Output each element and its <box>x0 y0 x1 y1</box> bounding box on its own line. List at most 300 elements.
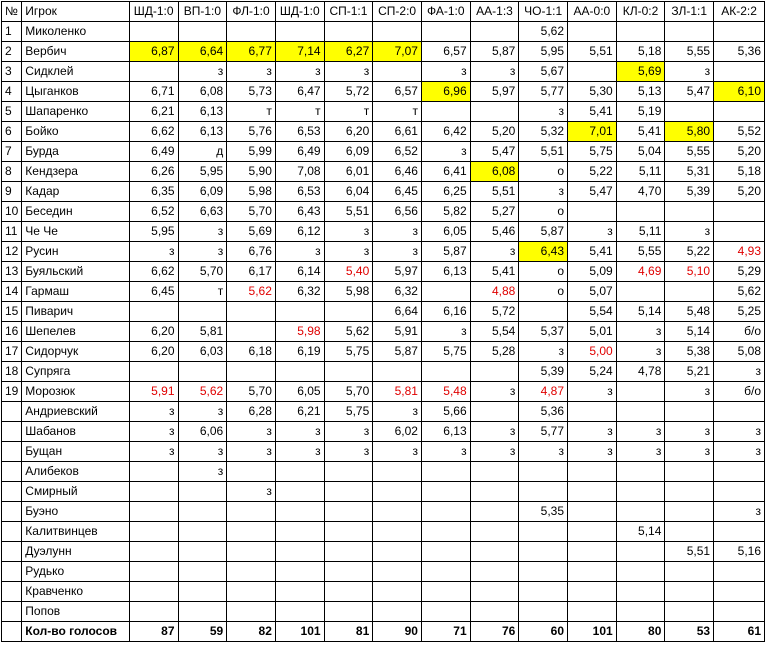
rating-cell: з <box>178 462 227 482</box>
rating-cell <box>568 462 617 482</box>
rating-cell: 5,51 <box>519 142 568 162</box>
rating-cell <box>568 602 617 622</box>
rating-cell: 5,39 <box>665 182 714 202</box>
rating-cell <box>178 482 227 502</box>
header-match: АК-2:2 <box>714 2 765 22</box>
row-number <box>2 542 22 562</box>
row-number: 1 <box>2 22 22 42</box>
rating-cell: о <box>519 202 568 222</box>
rating-cell: 5,54 <box>568 302 617 322</box>
table-row <box>2 22 765 42</box>
rating-cell: 5,70 <box>324 382 373 402</box>
rating-cell: з <box>324 222 373 242</box>
row-number <box>2 522 22 542</box>
rating-cell <box>129 462 178 482</box>
rating-cell: 5,66 <box>421 402 470 422</box>
rating-cell: 5,70 <box>178 262 227 282</box>
rating-cell: 6,18 <box>227 342 276 362</box>
header-match: ШД-1:0 <box>275 2 324 22</box>
rating-cell: 6,43 <box>275 202 324 222</box>
rating-cell <box>568 562 617 582</box>
rating-cell: 5,51 <box>470 182 519 202</box>
rating-cell <box>227 322 276 342</box>
rating-cell: з <box>421 142 470 162</box>
rating-cell: 6,13 <box>178 102 227 122</box>
rating-cell: 6,52 <box>373 142 422 162</box>
rating-cell: 6,41 <box>421 162 470 182</box>
rating-cell <box>665 582 714 602</box>
rating-cell <box>227 462 276 482</box>
table-row <box>2 422 765 442</box>
rating-cell <box>421 602 470 622</box>
rating-cell: 5,18 <box>616 42 665 62</box>
rating-cell: 5,91 <box>373 322 422 342</box>
rating-cell: з <box>373 222 422 242</box>
rating-cell <box>470 602 519 622</box>
player-name: Сидорчук <box>22 342 130 362</box>
rating-cell: з <box>665 62 714 82</box>
table-row <box>2 442 765 462</box>
row-number <box>2 502 22 522</box>
rating-cell <box>616 542 665 562</box>
rating-cell: з <box>665 422 714 442</box>
rating-cell: 5,62 <box>227 282 276 302</box>
rating-cell <box>275 582 324 602</box>
rating-cell: з <box>178 442 227 462</box>
rating-cell: 5,77 <box>519 422 568 442</box>
row-number: 5 <box>2 102 22 122</box>
vote-count: 101 <box>568 622 617 642</box>
rating-cell <box>714 102 765 122</box>
rating-cell: 5,75 <box>568 142 617 162</box>
row-number: 13 <box>2 262 22 282</box>
rating-cell <box>373 602 422 622</box>
rating-cell: 6,45 <box>129 282 178 302</box>
rating-cell <box>129 602 178 622</box>
rating-cell: 5,25 <box>714 302 765 322</box>
rating-cell <box>568 502 617 522</box>
rating-cell <box>227 582 276 602</box>
player-name: Бущан <box>22 442 130 462</box>
rating-cell <box>275 562 324 582</box>
rating-cell: 5,41 <box>616 122 665 142</box>
rating-cell: з <box>421 62 470 82</box>
rating-cell <box>421 542 470 562</box>
rating-cell <box>568 482 617 502</box>
rating-cell: 5,72 <box>324 82 373 102</box>
rating-cell: 5,39 <box>519 362 568 382</box>
rating-cell <box>178 562 227 582</box>
row-number <box>2 462 22 482</box>
header-match: КЛ-0:2 <box>616 2 665 22</box>
rating-cell <box>616 482 665 502</box>
rating-cell: 5,87 <box>373 342 422 362</box>
player-name: Рудько <box>22 562 130 582</box>
rating-cell <box>178 362 227 382</box>
row-number: 17 <box>2 342 22 362</box>
rating-cell: з <box>178 402 227 422</box>
player-name: Кадар <box>22 182 130 202</box>
rating-cell: 5,70 <box>227 382 276 402</box>
rating-cell: 6,32 <box>275 282 324 302</box>
table-row <box>2 142 765 162</box>
rating-cell <box>665 402 714 422</box>
player-name: Андриевский <box>22 402 130 422</box>
table-row <box>2 382 765 402</box>
rating-cell: 7,14 <box>275 42 324 62</box>
rating-cell: 5,90 <box>227 162 276 182</box>
rating-cell: 6,13 <box>421 422 470 442</box>
rating-cell: 6,09 <box>178 182 227 202</box>
rating-cell: 5,51 <box>665 542 714 562</box>
rating-cell <box>227 302 276 322</box>
rating-cell <box>324 502 373 522</box>
table-row <box>2 582 765 602</box>
rating-cell: 5,07 <box>568 282 617 302</box>
rating-cell: 6,42 <box>421 122 470 142</box>
rating-cell: 5,98 <box>275 322 324 342</box>
rating-cell <box>470 402 519 422</box>
rating-cell <box>373 62 422 82</box>
rating-cell: 5,11 <box>616 162 665 182</box>
rating-cell: з <box>568 442 617 462</box>
rating-cell: б/о <box>714 382 765 402</box>
rating-cell <box>616 282 665 302</box>
rating-cell <box>665 482 714 502</box>
rating-cell <box>373 522 422 542</box>
rating-cell: 5,04 <box>616 142 665 162</box>
rating-cell <box>519 602 568 622</box>
rating-cell <box>665 202 714 222</box>
rating-cell <box>616 382 665 402</box>
rating-cell <box>470 482 519 502</box>
rating-cell: з <box>178 242 227 262</box>
rating-cell: 5,09 <box>568 262 617 282</box>
rating-cell: з <box>324 242 373 262</box>
rating-cell <box>665 102 714 122</box>
rating-cell: 5,51 <box>568 42 617 62</box>
player-name: Беседин <box>22 202 130 222</box>
rating-cell <box>129 582 178 602</box>
rating-cell: 5,32 <box>519 122 568 142</box>
rating-cell <box>568 522 617 542</box>
player-name: Буяльский <box>22 262 130 282</box>
player-name: Шепелев <box>22 322 130 342</box>
rating-cell: 5,55 <box>665 42 714 62</box>
rating-cell <box>665 562 714 582</box>
rating-cell <box>470 522 519 542</box>
rating-cell <box>616 462 665 482</box>
rating-cell: 6,08 <box>470 162 519 182</box>
header-match: ФА-1:0 <box>421 2 470 22</box>
rating-cell: з <box>129 242 178 262</box>
header-match: ШД-1:0 <box>129 2 178 22</box>
rating-cell <box>275 542 324 562</box>
rating-cell: 4,87 <box>519 382 568 402</box>
rating-cell: 6,09 <box>324 142 373 162</box>
player-name: Попов <box>22 602 130 622</box>
rating-cell <box>129 522 178 542</box>
table-row <box>2 182 765 202</box>
rating-cell: т <box>373 102 422 122</box>
rating-cell <box>714 402 765 422</box>
rating-cell <box>324 522 373 542</box>
rating-cell: 5,29 <box>714 262 765 282</box>
rating-cell: з <box>665 222 714 242</box>
table-row <box>2 102 765 122</box>
player-name: Кравченко <box>22 582 130 602</box>
vote-count: 82 <box>227 622 276 642</box>
row-number <box>2 562 22 582</box>
rating-cell: 6,14 <box>275 262 324 282</box>
ratings-table <box>1 1 765 642</box>
rating-cell <box>373 582 422 602</box>
rating-cell: 6,27 <box>324 42 373 62</box>
rating-cell: 5,62 <box>178 382 227 402</box>
totals-row <box>2 622 765 642</box>
rating-cell <box>568 22 617 42</box>
rating-cell <box>178 582 227 602</box>
rating-cell: 6,57 <box>421 42 470 62</box>
rating-cell: 5,69 <box>227 222 276 242</box>
table-row <box>2 42 765 62</box>
rating-cell: 6,77 <box>227 42 276 62</box>
rating-cell: 6,61 <box>373 122 422 142</box>
rating-cell: 6,08 <box>178 82 227 102</box>
row-number <box>2 602 22 622</box>
rating-cell: 6,21 <box>129 102 178 122</box>
rating-cell: 5,62 <box>324 322 373 342</box>
table-row <box>2 302 765 322</box>
rating-cell: 6,56 <box>373 202 422 222</box>
rating-cell <box>665 462 714 482</box>
rating-cell: з <box>178 222 227 242</box>
rating-cell: т <box>275 102 324 122</box>
rating-cell: з <box>519 442 568 462</box>
rating-cell <box>470 562 519 582</box>
rating-cell <box>421 522 470 542</box>
player-name: Смирный <box>22 482 130 502</box>
rating-cell <box>470 22 519 42</box>
rating-cell: з <box>714 362 765 382</box>
rating-cell <box>129 22 178 42</box>
rating-cell: 5,20 <box>470 122 519 142</box>
rating-cell: з <box>616 342 665 362</box>
rating-cell: 4,78 <box>616 362 665 382</box>
rating-cell <box>519 582 568 602</box>
rating-cell <box>324 562 373 582</box>
rating-cell: з <box>616 322 665 342</box>
rating-cell: 5,41 <box>568 102 617 122</box>
rating-cell: з <box>714 442 765 462</box>
rating-cell: з <box>568 382 617 402</box>
table-row <box>2 502 765 522</box>
rating-cell <box>129 302 178 322</box>
rating-cell <box>568 402 617 422</box>
rating-cell <box>275 462 324 482</box>
rating-cell: 5,46 <box>470 222 519 242</box>
rating-cell: 5,69 <box>616 62 665 82</box>
rating-cell: 6,32 <box>373 282 422 302</box>
table-row <box>2 242 765 262</box>
rating-cell: з <box>470 62 519 82</box>
rating-cell <box>373 462 422 482</box>
vote-count: 61 <box>714 622 765 642</box>
rating-cell: 5,75 <box>324 402 373 422</box>
rating-cell: 5,48 <box>421 382 470 402</box>
rating-cell <box>519 542 568 562</box>
rating-cell: 5,10 <box>665 262 714 282</box>
table-row <box>2 282 765 302</box>
player-name: Миколенко <box>22 22 130 42</box>
rating-cell: 5,30 <box>568 82 617 102</box>
rating-cell <box>129 542 178 562</box>
rating-cell: 6,63 <box>178 202 227 222</box>
rating-cell: з <box>568 222 617 242</box>
rating-cell <box>519 482 568 502</box>
rating-cell: 5,18 <box>714 162 765 182</box>
rating-cell: 5,98 <box>324 282 373 302</box>
rating-cell: 6,57 <box>373 82 422 102</box>
rating-cell <box>178 22 227 42</box>
rating-cell: 5,01 <box>568 322 617 342</box>
rating-cell <box>275 502 324 522</box>
player-name: Буэно <box>22 502 130 522</box>
rating-cell: 6,25 <box>421 182 470 202</box>
rating-cell: 6,49 <box>275 142 324 162</box>
header-match: СП-2:0 <box>373 2 422 22</box>
rating-cell <box>421 22 470 42</box>
row-number: 2 <box>2 42 22 62</box>
row-number: 4 <box>2 82 22 102</box>
rating-cell <box>714 482 765 502</box>
rating-cell: 5,55 <box>665 142 714 162</box>
rating-cell: 5,62 <box>714 282 765 302</box>
rating-cell: 6,46 <box>373 162 422 182</box>
rating-cell: 6,01 <box>324 162 373 182</box>
row-number: 9 <box>2 182 22 202</box>
rating-cell: 5,36 <box>714 42 765 62</box>
rating-cell <box>324 542 373 562</box>
player-name: Сидклей <box>22 62 130 82</box>
rating-cell <box>519 462 568 482</box>
rating-cell <box>616 22 665 42</box>
rating-cell: 5,14 <box>616 522 665 542</box>
rating-cell: 5,87 <box>470 42 519 62</box>
rating-cell <box>421 582 470 602</box>
header-match: СП-1:1 <box>324 2 373 22</box>
rating-cell <box>568 62 617 82</box>
rating-cell: 6,21 <box>275 402 324 422</box>
rating-cell: 6,17 <box>227 262 276 282</box>
rating-cell: 6,53 <box>275 182 324 202</box>
rating-cell <box>616 202 665 222</box>
rating-cell: 5,36 <box>519 402 568 422</box>
vote-count: 71 <box>421 622 470 642</box>
rating-cell: 6,05 <box>275 382 324 402</box>
rating-cell: 5,47 <box>470 142 519 162</box>
rating-cell <box>275 602 324 622</box>
table-row <box>2 82 765 102</box>
rating-cell: 5,11 <box>616 222 665 242</box>
rating-cell <box>275 362 324 382</box>
rating-cell: 4,88 <box>470 282 519 302</box>
rating-cell: 5,47 <box>568 182 617 202</box>
rating-cell: 5,80 <box>665 122 714 142</box>
rating-cell: з <box>519 342 568 362</box>
rating-cell <box>324 22 373 42</box>
rating-cell <box>714 62 765 82</box>
rating-cell: 6,62 <box>129 262 178 282</box>
table-row <box>2 562 765 582</box>
rating-cell: 5,62 <box>519 22 568 42</box>
row-number: 8 <box>2 162 22 182</box>
row-number <box>2 582 22 602</box>
rating-cell: 6,45 <box>373 182 422 202</box>
rating-cell: 5,97 <box>470 82 519 102</box>
table-row <box>2 402 765 422</box>
rating-cell: 5,16 <box>714 542 765 562</box>
rating-cell <box>324 482 373 502</box>
rating-cell <box>227 562 276 582</box>
rating-cell <box>616 502 665 522</box>
rating-cell: 5,98 <box>227 182 276 202</box>
rating-cell: 6,20 <box>129 342 178 362</box>
rating-cell: з <box>421 322 470 342</box>
row-number: 19 <box>2 382 22 402</box>
rating-cell: 5,48 <box>665 302 714 322</box>
table-row <box>2 262 765 282</box>
row-number: 12 <box>2 242 22 262</box>
rating-cell: 6,64 <box>373 302 422 322</box>
rating-cell: 6,35 <box>129 182 178 202</box>
rating-cell: 6,02 <box>373 422 422 442</box>
rating-cell: 5,72 <box>470 302 519 322</box>
rating-cell: з <box>519 182 568 202</box>
row-number: 7 <box>2 142 22 162</box>
rating-cell: 5,14 <box>665 322 714 342</box>
player-name: Бурда <box>22 142 130 162</box>
vote-count: 59 <box>178 622 227 642</box>
rating-cell: 7,08 <box>275 162 324 182</box>
rating-cell: 6,13 <box>421 262 470 282</box>
rating-cell: 5,75 <box>324 342 373 362</box>
player-name: Бойко <box>22 122 130 142</box>
rating-cell: 5,47 <box>665 82 714 102</box>
table-row <box>2 122 765 142</box>
rating-cell: 6,76 <box>227 242 276 262</box>
rating-cell: 6,05 <box>421 222 470 242</box>
rating-cell: 6,49 <box>129 142 178 162</box>
player-name: Морозюк <box>22 382 130 402</box>
rating-cell <box>616 602 665 622</box>
rating-cell <box>714 222 765 242</box>
table-row <box>2 482 765 502</box>
rating-cell: з <box>519 102 568 122</box>
rating-cell <box>714 522 765 542</box>
row-number: 11 <box>2 222 22 242</box>
rating-cell <box>616 562 665 582</box>
rating-cell <box>421 102 470 122</box>
rating-cell: 5,24 <box>568 362 617 382</box>
rating-cell <box>665 502 714 522</box>
header-player: Игрок <box>22 2 130 22</box>
header-match: АА-1:3 <box>470 2 519 22</box>
rating-cell <box>178 522 227 542</box>
rating-cell: т <box>324 102 373 122</box>
rating-cell: 6,53 <box>275 122 324 142</box>
rating-cell: 6,64 <box>178 42 227 62</box>
